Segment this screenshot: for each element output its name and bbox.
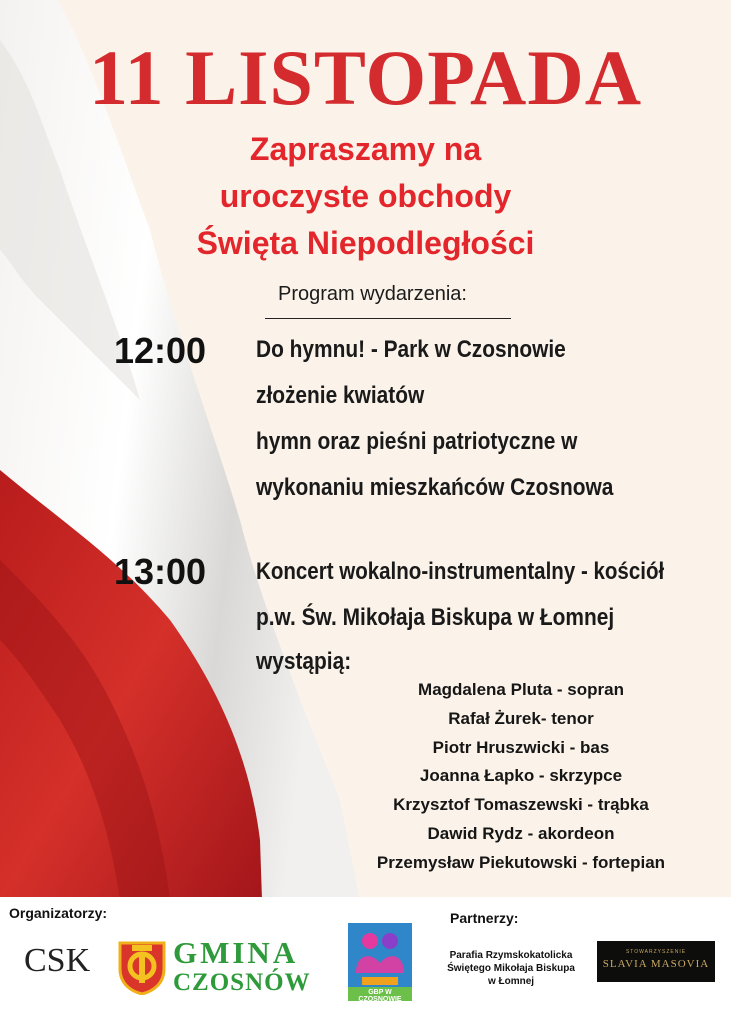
performers-list: [280, 676, 731, 878]
organizers-label: Organizatorzy:: [9, 905, 108, 921]
ck-logo-text: CSK: [24, 942, 91, 979]
event-time: 12:00: [114, 330, 207, 371]
ck-logo: [24, 942, 114, 987]
invitation-heading: [0, 126, 731, 267]
slavia-small-text: STOWARZYSZENIE: [625, 949, 687, 955]
performer-item: Krzysztof Tomaszewski - trąbka: [393, 795, 649, 815]
performer-item: Magdalena Pluta - sopran: [418, 680, 624, 699]
event-line: Koncert wokalno-instrumentalny - kościół: [256, 558, 665, 585]
gbp-logo-text: GBP W CZOSNOWIE: [358, 989, 402, 1003]
event-line: hymn oraz pieśni patriotyczne w: [256, 428, 578, 455]
invitation-line: Zapraszamy na: [249, 131, 482, 167]
gmina-line: CZOSNÓW: [173, 969, 311, 996]
invitation-line: uroczyste obchody: [219, 178, 512, 214]
parafia-line: Parafia Rzymskokatolicka: [449, 950, 573, 961]
page-title: 11 LISTOPADA: [88, 34, 643, 121]
parafia-line: Świętego Mikołaja Biskupa: [447, 963, 575, 974]
event-line: złożenie kwiatów: [256, 382, 425, 409]
event-line: wykonaniu mieszkańców Czosnowa: [256, 474, 614, 501]
gmina-line: GMINA: [173, 935, 299, 970]
czosnow-crest-icon: [118, 939, 166, 995]
parafia-line: w Łomnej: [487, 976, 535, 987]
slavia-big-text: SLAVIA MASOVIA: [602, 958, 710, 970]
event-time: 13:00: [114, 551, 207, 592]
performer-item: Rafał Żurek- tenor: [448, 708, 594, 728]
parafia-logo-text: [440, 949, 582, 988]
performer-item: Piotr Hruszwicki - bas: [432, 737, 610, 757]
performer-item: Przemysław Piekutowski - fortepian: [376, 852, 666, 872]
invitation-line: Święta Niepodległości: [196, 225, 535, 261]
program-label: Program wydarzenia:: [278, 283, 467, 305]
performer-item: Joanna Łapko - skrzypce: [419, 766, 623, 786]
event-line: p.w. Św. Mikołaja Biskupa w Łomnej: [256, 604, 615, 631]
event-line: wystąpią:: [256, 648, 352, 675]
partners-label: Partnerzy:: [450, 910, 519, 926]
event-line: Do hymnu! - Park w Czosnowie: [256, 336, 566, 363]
performer-item: Dawid Rydz - akordeon: [427, 823, 615, 843]
program-underline: [265, 318, 511, 319]
slavia-masovia-logo: [597, 941, 715, 982]
gmina-czosnow-logo: [173, 935, 323, 998]
